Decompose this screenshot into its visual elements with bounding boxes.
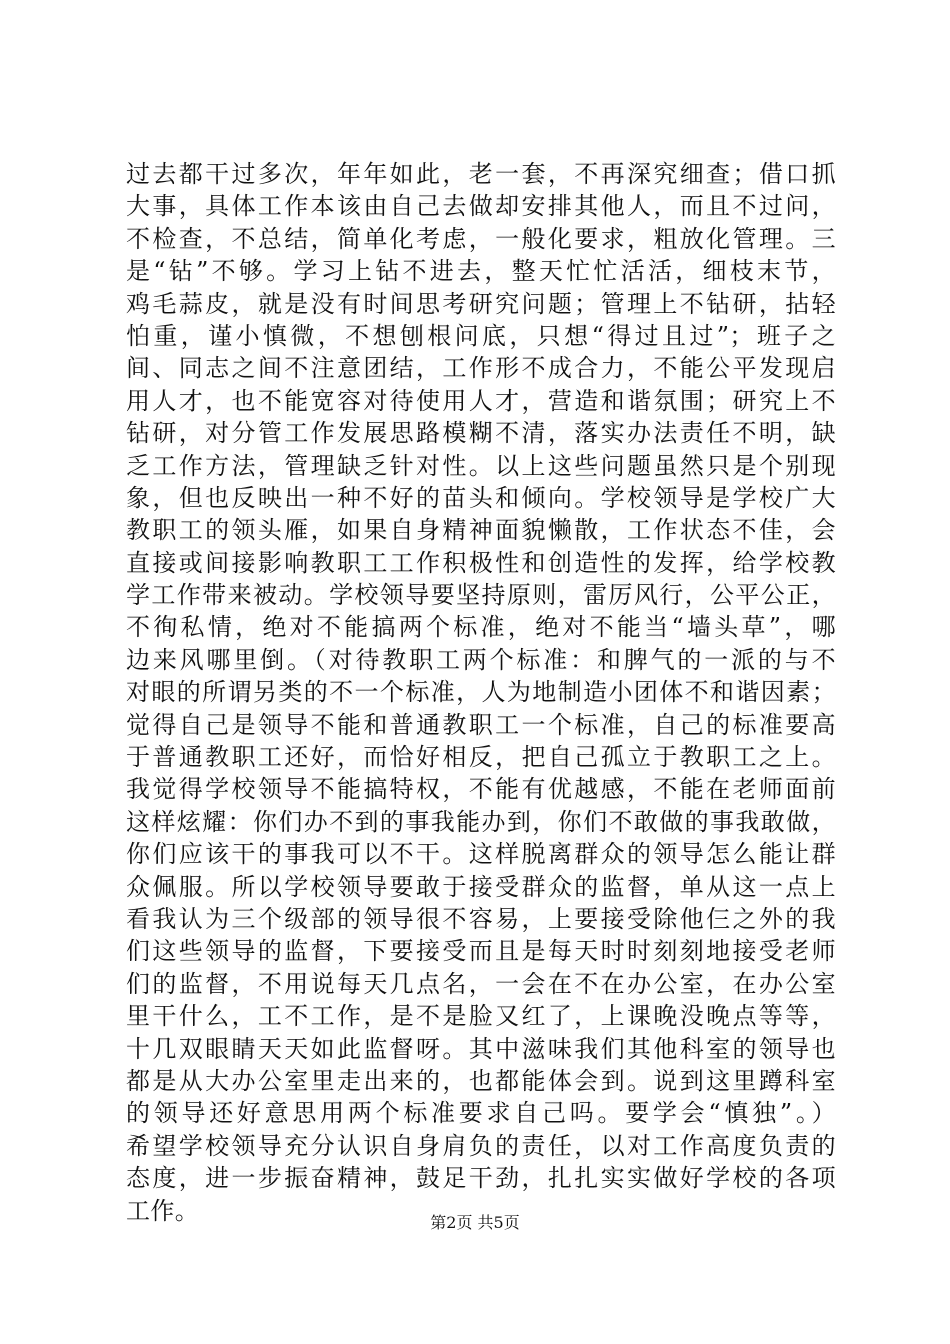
text-line-30: 的领导还好意思用两个标准要求自己吗。要学会“慎独”。） — [126, 1099, 836, 1128]
text-line-23: 众佩服。所以学校领导要敢于接受群众的监督，单从这一点上 — [126, 872, 836, 901]
text-line-6: 怕重，谨小慎微，不想刨根问底，只想“得过且过”；班子之 — [126, 321, 836, 350]
text-line-27: 里干什么，工不工作，是不是脸又红了，上课晚没晚点等等， — [126, 1002, 836, 1031]
text-line-26: 们的监督，不用说每天几点名，一会在不在办公室，在办公室 — [126, 969, 836, 998]
text-line-21: 这样炫耀：你们办不到的事我能办到，你们不敢做的事我敢做， — [126, 807, 836, 836]
body-text — [126, 158, 836, 1227]
text-line-17: 对眼的所谓另类的不一个标准，人为地制造小团体不和谐因素； — [126, 678, 836, 707]
text-line-22: 你们应该干的事我可以不干。这样脱离群众的领导怎么能让群 — [126, 840, 836, 869]
text-line-29: 都是从大办公室里走出来的，也都能体会到。说到这里蹲科室 — [126, 1066, 836, 1095]
text-line-3: 不检查，不总结，简单化考虑，一般化要求，粗放化管理。三 — [126, 224, 836, 253]
text-line-24: 看我认为三个级部的领导很不容易，上要接受除他仨之外的我 — [126, 904, 836, 933]
text-line-25: 们这些领导的监督，下要接受而且是每天时时刻刻地接受老师 — [126, 937, 836, 966]
text-line-16: 边来风哪里倒。（对待教职工两个标准：和脾气的一派的与不 — [126, 645, 836, 674]
text-line-19: 于普通教职工还好，而恰好相反，把自己孤立于教职工之上。 — [126, 743, 836, 772]
text-line-20: 我觉得学校领导不能搞特权，不能有优越感，不能在老师面前 — [126, 775, 836, 804]
text-line-7: 间、同志之间不注意团结，工作形不成合力，不能公平发现启 — [126, 354, 836, 383]
text-line-1: 过去都干过多次，年年如此，老一套，不再深究细查；借口抓 — [126, 160, 836, 188]
text-line-9: 钻研，对分管工作发展思路模糊不清，落实办法责任不明，缺 — [126, 419, 836, 448]
page-number-footer: 第2页 共5页 — [430, 1213, 520, 1232]
text-line-10: 乏工作方法，管理缺乏针对性。以上这些问题虽然只是个别现 — [126, 451, 836, 480]
text-line-12: 教职工的领头雁，如果自身精神面貌懒散，工作状态不佳，会 — [126, 516, 836, 545]
text-line-4: 是“钻”不够。学习上钻不进去，整天忙忙活活，细枝末节， — [126, 257, 836, 286]
text-line-32: 态度，进一步振奋精神，鼓足干劲，扎扎实实做好学校的各项 — [126, 1164, 836, 1193]
text-line-14: 学工作带来被动。学校领导要坚持原则，雷厉风行，公平公正， — [126, 581, 836, 610]
text-line-2: 大事，具体工作本该由自己去做却安排其他人，而且不过问， — [126, 192, 836, 221]
text-line-15: 不徇私情，绝对不能搞两个标准，绝对不能当“墙头草”，哪 — [126, 613, 836, 642]
text-line-8: 用人才，也不能宽容对待使用人才，营造和谐氛围；研究上不 — [126, 386, 836, 415]
text-line-28: 十几双眼睛天天如此监督呀。其中滋味我们其他科室的领导也 — [126, 1034, 836, 1063]
text-line-18: 觉得自己是领导不能和普通教职工一个标准，自己的标准要高 — [126, 710, 836, 739]
text-line-33: 工作。 — [126, 1196, 200, 1225]
text-line-13: 直接或间接影响教职工工作积极性和创造性的发挥，给学校教 — [126, 548, 836, 577]
text-line-31: 希望学校领导充分认识自身肩负的责任，以对工作高度负责的 — [126, 1131, 836, 1160]
text-line-11: 象，但也反映出一种不好的苗头和倾向。学校领导是学校广大 — [126, 483, 836, 512]
text-line-5: 鸡毛蒜皮，就是没有时间思考研究问题；管理上不钻研，拈轻 — [126, 289, 836, 318]
